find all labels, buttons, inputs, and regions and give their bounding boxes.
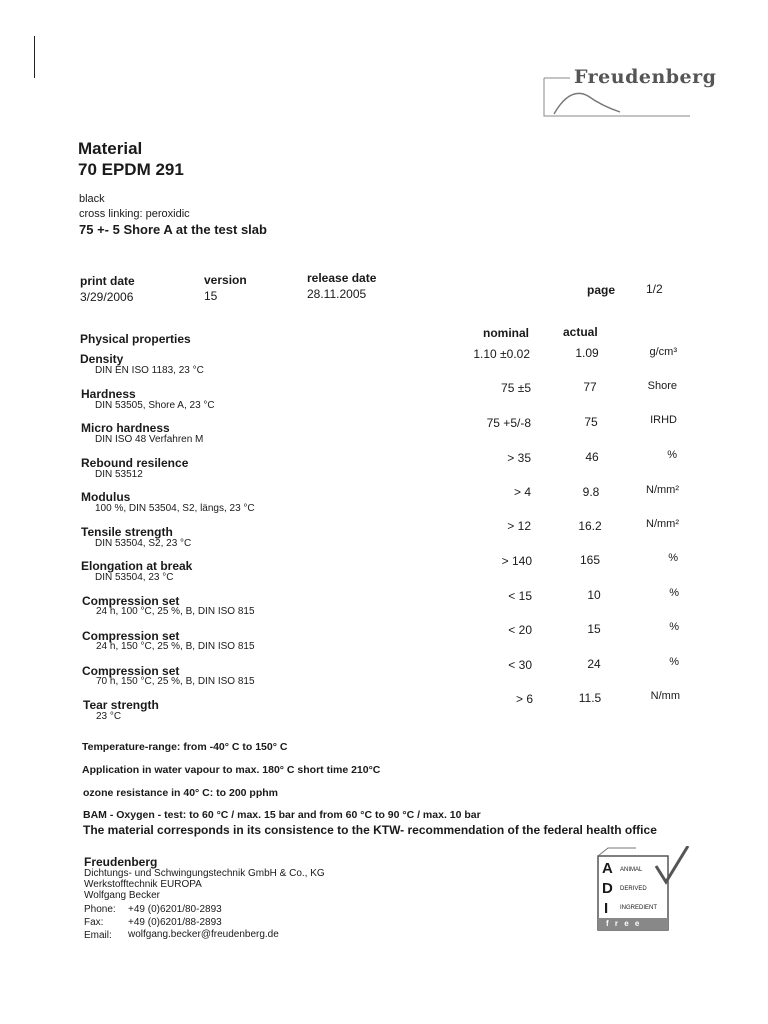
nominal-value: 1.10 ±0.02 [473, 347, 530, 361]
badge-word-ingredient: INGREDIENT [620, 905, 658, 911]
unit: % [667, 449, 677, 461]
property-standard: 24 h, 150 °C, 25 %, B, DIN ISO 815 [96, 641, 255, 652]
property-standard: DIN EN ISO 1183, 23 °C [95, 365, 204, 376]
unit: N/mm² [646, 518, 679, 530]
unit: N/mm² [646, 484, 679, 496]
actual-value: 9.8 [582, 485, 600, 499]
cross-linking: cross linking: peroxidic [79, 208, 190, 220]
property-standard: DIN 53505, Shore A, 23 °C [95, 400, 215, 411]
actual-value: 46 [585, 450, 599, 464]
phone-number: +49 (0)6201/80-2893 [128, 904, 222, 915]
badge-letter-i: I [604, 900, 609, 917]
actual-value: 1.09 [575, 346, 599, 360]
property-name: Density [80, 352, 124, 366]
water-vapour-note: Application in water vapour to max. 180° C short time 210°C [82, 764, 381, 776]
nominal-value: > 6 [515, 692, 533, 706]
unit: IRHD [650, 414, 677, 426]
property-name: Tear strength [83, 698, 159, 712]
contact-line-3: Wolfgang Becker [84, 890, 160, 901]
fax-label: Fax: [84, 917, 104, 928]
print-date: 3/29/2006 [80, 290, 134, 304]
email-address: wolfgang.becker@freudenberg.de [128, 929, 279, 940]
property-name: Rebound resilence [81, 456, 189, 470]
badge-letter-a: A [602, 860, 613, 877]
property-name: Tensile strength [81, 525, 173, 539]
ktw-note: The material corresponds in its consistence to the KTW- recommendation of the federal health office [83, 823, 657, 837]
page-number: 1/2 [646, 282, 663, 296]
actual-value: 16.2 [578, 519, 602, 533]
property-standard: 100 %, DIN 53504, S2, längs, 23 °C [95, 503, 255, 514]
freudenberg-logo [540, 66, 717, 120]
adi-free-badge [596, 846, 690, 932]
page-label: page [587, 283, 616, 297]
contact-company: Freudenberg [84, 855, 158, 869]
unit: % [669, 621, 679, 633]
property-name: Compression set [82, 629, 180, 643]
phone-label: Phone: [84, 904, 116, 915]
col-nominal: nominal [483, 326, 530, 340]
release-date-label: release date [307, 271, 377, 285]
property-standard: 24 h, 100 °C, 25 %, B, DIN ISO 815 [96, 606, 255, 617]
unit: % [668, 552, 678, 564]
temperature-range-note: Temperature-range: from -40° C to 150° C [82, 741, 288, 753]
property-standard: 23 °C [96, 711, 122, 722]
property-name: Modulus [81, 490, 131, 504]
material-color: black [79, 193, 105, 205]
nominal-value: > 4 [513, 485, 531, 499]
nominal-value: 75 ±5 [501, 381, 531, 395]
unit: g/cm³ [649, 346, 677, 358]
unit: N/mm [650, 690, 680, 702]
version: 15 [204, 289, 218, 303]
version-label: version [204, 273, 247, 287]
property-name: Elongation at break [81, 559, 193, 573]
actual-value: 10 [587, 588, 601, 602]
nominal-value: < 20 [508, 623, 532, 637]
nominal-value: > 35 [507, 451, 531, 465]
email-label: Email: [84, 930, 112, 941]
property-standard: DIN 53504, 23 °C [95, 572, 174, 583]
bam-oxygen-note: BAM - Oxygen - test: to 60 °C / max. 15 bar and from 60 °C to 90 °C / max. 10 bar [83, 809, 481, 821]
actual-value: 15 [587, 622, 601, 636]
fax-number: +49 (0)6201/88-2893 [128, 917, 222, 928]
badge-free-text: f r e e [606, 919, 642, 928]
nominal-value: > 140 [501, 554, 532, 568]
property-standard: DIN ISO 48 Verfahren M [95, 434, 204, 445]
actual-value: 24 [587, 657, 601, 671]
release-date: 28.11.2005 [307, 287, 367, 301]
logo-text: Freudenberg [574, 66, 717, 88]
contact-line-2: Werkstofftechnik EUROPA [84, 879, 202, 890]
contact-line-1: Dichtungs- und Schwingungstechnik GmbH & Co., KG [84, 868, 325, 879]
section-title: Physical properties [80, 332, 191, 346]
property-standard: DIN 53504, S2, 23 °C [95, 538, 192, 549]
actual-value: 165 [579, 553, 601, 567]
unit: % [669, 587, 679, 599]
unit: Shore [647, 380, 677, 392]
badge-letter-d: D [602, 880, 613, 897]
property-name: Compression set [82, 594, 180, 608]
ozone-note: ozone resistance in 40° C: to 200 pphm [83, 787, 278, 799]
margin-mark [34, 36, 35, 78]
property-standard: 70 h, 150 °C, 25 %, B, DIN ISO 815 [96, 676, 255, 687]
actual-value: 11.5 [578, 691, 602, 705]
badge-word-animal: ANIMAL [620, 867, 643, 873]
property-standard: DIN 53512 [95, 469, 143, 480]
property-name: Compression set [82, 664, 180, 678]
nominal-value: 75 +5/-8 [486, 416, 531, 430]
nominal-value: < 30 [508, 658, 532, 672]
hardness-note: 75 +- 5 Shore A at the test slab [79, 222, 267, 237]
property-name: Hardness [81, 387, 136, 401]
nominal-value: < 15 [508, 589, 532, 603]
print-date-label: print date [80, 274, 135, 288]
nominal-value: > 12 [507, 519, 531, 533]
actual-value: 77 [583, 380, 597, 394]
material-code: 70 EPDM 291 [78, 160, 184, 179]
actual-value: 75 [584, 415, 598, 429]
property-name: Micro hardness [81, 421, 170, 435]
col-actual: actual [563, 325, 598, 339]
badge-word-derived: DERIVED [620, 886, 647, 892]
material-label: Material [78, 139, 143, 158]
unit: % [669, 656, 679, 668]
